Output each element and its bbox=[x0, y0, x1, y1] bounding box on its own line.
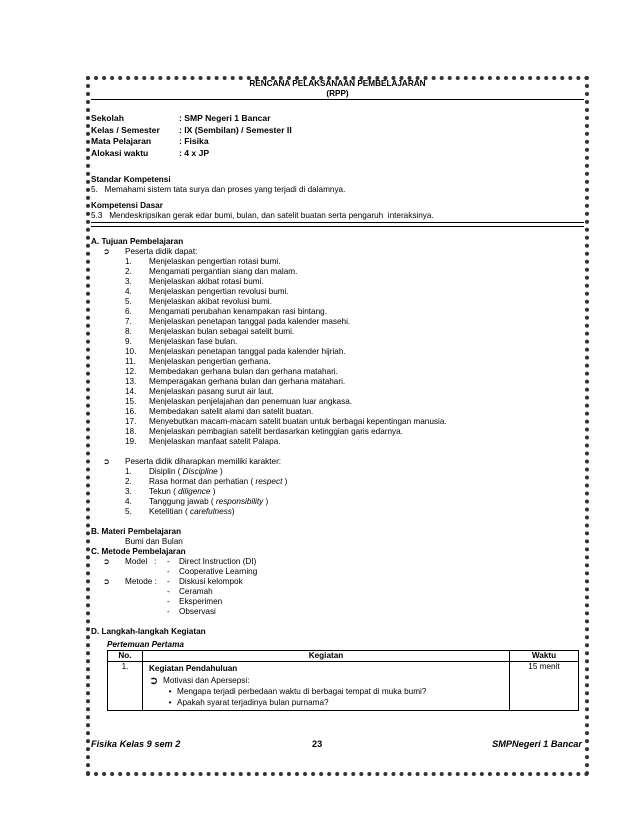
col-no-header: No. bbox=[108, 651, 143, 662]
karakter-label: Disiplin ( bbox=[149, 467, 183, 476]
list-text: Menjelaskan pembagian satelit berdasarkan ketinggian garis edarnya. bbox=[149, 427, 403, 436]
identity-value: : Fisika bbox=[179, 136, 209, 146]
metode-label bbox=[125, 607, 167, 617]
list-number: 15. bbox=[125, 397, 137, 406]
list-item bbox=[125, 467, 584, 477]
list-item bbox=[125, 357, 584, 367]
karakter-close: ) bbox=[282, 477, 288, 486]
list-text: Menjelaskan bulan sebagai satelit bumi. bbox=[149, 327, 295, 336]
bullet-dot-icon: • bbox=[168, 698, 172, 707]
list-item bbox=[125, 257, 584, 267]
metode-section bbox=[91, 547, 584, 617]
list-number: 4. bbox=[125, 497, 132, 506]
metode-label bbox=[125, 567, 167, 577]
tujuan-intro: Peserta didik dapat: bbox=[125, 247, 198, 256]
list-text: Mengamati pergantian siang dan malam. bbox=[149, 267, 298, 276]
metode-row bbox=[103, 587, 584, 597]
list-item bbox=[125, 277, 584, 287]
arrow-bullet-icon bbox=[103, 597, 125, 607]
row-title: Kegiatan Pendahuluan bbox=[149, 664, 238, 673]
dash-marker: - bbox=[167, 557, 170, 566]
karakter-list bbox=[91, 467, 584, 517]
list-item bbox=[125, 267, 584, 277]
materi-section bbox=[91, 527, 584, 547]
identity-key: Mata Pelajaran bbox=[91, 136, 152, 146]
karakter-term: Discipline bbox=[182, 467, 218, 476]
list-item bbox=[125, 397, 584, 407]
dash-marker: - bbox=[167, 597, 170, 606]
list-number: 7. bbox=[125, 317, 132, 326]
arrow-bullet-icon bbox=[103, 587, 125, 597]
metode-label: Metode : bbox=[125, 577, 157, 586]
list-number: 3. bbox=[125, 277, 132, 286]
list-text: Mengamati perubahan kenampakan rasi bintang. bbox=[149, 307, 327, 316]
karakter-term: carefulness bbox=[189, 507, 232, 516]
metode-item: Eksperimen bbox=[179, 597, 223, 606]
identity-key: Alokasi waktu bbox=[91, 147, 149, 158]
list-number: 18. bbox=[125, 427, 137, 436]
list-text: Menjelaskan pengertian gerhana. bbox=[149, 357, 271, 366]
karakter-term: respect bbox=[255, 477, 283, 486]
list-item bbox=[125, 367, 584, 377]
row-kegiatan bbox=[143, 662, 510, 711]
identity-value: : IX (Sembilan) / Semester II bbox=[179, 124, 292, 135]
standar-text: 5. Memahami sistem tata surya dan proses yang terjadi di dalamnya. bbox=[91, 185, 346, 194]
list-number: 16. bbox=[125, 407, 137, 416]
list-item bbox=[125, 417, 584, 427]
karakter-close: ) bbox=[210, 487, 216, 496]
list-number: 5. bbox=[125, 507, 132, 516]
dash-marker: - bbox=[167, 567, 170, 576]
list-item bbox=[125, 497, 584, 507]
section-divider bbox=[91, 222, 584, 227]
col-waktu-header: Waktu bbox=[510, 651, 579, 662]
row-waktu: 15 menit bbox=[510, 662, 579, 711]
table-row bbox=[108, 662, 579, 711]
list-text: Menjelaskan manfaat satelit Palapa. bbox=[149, 437, 281, 446]
metode-item: Direct Instruction (DI) bbox=[179, 557, 257, 566]
metode-row bbox=[103, 577, 584, 587]
tujuan-section bbox=[91, 237, 584, 517]
motivasi-text: Motivasi dan Apersepsi: bbox=[163, 676, 250, 685]
list-item bbox=[125, 347, 584, 357]
list-text: Menjelaskan fase bulan. bbox=[149, 337, 238, 346]
dash-marker: - bbox=[167, 587, 170, 596]
karakter-label: Tekun ( bbox=[149, 487, 179, 496]
karakter-intro-line bbox=[103, 457, 584, 467]
doc-subtitle: (RPP) bbox=[326, 89, 349, 98]
karakter-term: diligence bbox=[178, 487, 211, 496]
kompetensi-text: 5.3 Mendeskripsikan gerak edar bumi, bulan, dan satelit buatan serta pengaruh interaksinya. bbox=[91, 211, 434, 220]
karakter-term: responsibility bbox=[215, 497, 264, 506]
title-rule bbox=[91, 99, 584, 100]
list-number: 10. bbox=[125, 347, 137, 356]
list-text: Menjelaskan pengertian revolusi bumi. bbox=[149, 287, 289, 296]
list-number: 11. bbox=[125, 357, 136, 366]
list-text: Memperagakan gerhana bulan dan gerhana matahari. bbox=[149, 377, 346, 386]
list-text: Menjelaskan penetapan tanggal pada kalender hijriah. bbox=[149, 347, 346, 356]
list-item bbox=[125, 317, 584, 327]
document-body bbox=[91, 79, 584, 711]
karakter-intro: Peserta didik diharapkan memiliki karakter: bbox=[125, 457, 282, 466]
list-text: Menjelaskan akibat rotasi bumi. bbox=[149, 277, 264, 286]
list-number: 12. bbox=[125, 367, 137, 376]
tujuan-heading: A. Tujuan Pembelajaran bbox=[91, 237, 184, 246]
row-no: 1. bbox=[108, 662, 143, 711]
metode-row bbox=[103, 567, 584, 577]
footer-left: Fisika Kelas 9 sem 2 bbox=[91, 739, 181, 749]
list-number: 14. bbox=[125, 387, 137, 396]
tujuan-list bbox=[91, 257, 584, 447]
dash-marker: - bbox=[167, 577, 170, 586]
kompetensi-heading: Kompetensi Dasar bbox=[91, 201, 163, 210]
arrow-bullet-icon: ➲ bbox=[103, 247, 110, 256]
karakter-close: ) bbox=[217, 467, 223, 476]
metode-block bbox=[91, 557, 584, 617]
karakter-label: Ketelitian ( bbox=[149, 507, 190, 516]
list-text bbox=[149, 497, 268, 507]
identity-row bbox=[91, 148, 584, 160]
list-number: 1. bbox=[125, 257, 132, 266]
list-text: Menjelaskan penetapan tanggal pada kalender masehi. bbox=[149, 317, 351, 326]
kompetensi-section bbox=[91, 201, 584, 227]
arrow-bullet-icon: ➲ bbox=[103, 577, 110, 586]
list-text: Membedakan satelit alami dan satelit buatan. bbox=[149, 407, 314, 416]
col-kegiatan-header: Kegiatan bbox=[143, 651, 510, 662]
materi-text: Bumi dan Bulan bbox=[125, 537, 183, 546]
pertemuan-label: Pertemuan Pertama bbox=[107, 640, 184, 649]
metode-item: Observasi bbox=[179, 607, 216, 616]
question-list bbox=[149, 687, 506, 708]
list-text: Menjelaskan akibat revolusi bumi. bbox=[149, 297, 272, 306]
list-item bbox=[125, 327, 584, 337]
identity-row bbox=[91, 113, 584, 125]
question-text: Mengapa terjadi perbedaan waktu di berbagai tempat di muka bumi? bbox=[177, 687, 427, 696]
list-text bbox=[149, 467, 223, 477]
standar-section bbox=[91, 175, 584, 195]
list-item bbox=[163, 698, 506, 708]
identity-key: Sekolah bbox=[91, 113, 124, 123]
list-number: 2. bbox=[125, 477, 132, 486]
karakter-close: ) bbox=[263, 497, 269, 506]
langkah-section bbox=[91, 627, 584, 711]
materi-heading: B. Materi Pembelajaran bbox=[91, 527, 182, 536]
table-header-row bbox=[108, 651, 579, 662]
metode-row bbox=[103, 607, 584, 617]
standar-heading: Standar Kompetensi bbox=[91, 175, 171, 184]
metode-item: Cooperative Learning bbox=[179, 567, 258, 576]
list-item bbox=[125, 377, 584, 387]
motivasi-line bbox=[149, 676, 506, 686]
dash-marker: - bbox=[167, 607, 170, 616]
list-number: 13. bbox=[125, 377, 137, 386]
identity-key: Kelas / Semester bbox=[91, 124, 160, 135]
identity-table bbox=[91, 113, 584, 159]
list-number: 3. bbox=[125, 487, 132, 496]
list-number: 9. bbox=[125, 337, 132, 346]
list-text: Menjelaskan pengertian rotasi bumi. bbox=[149, 257, 281, 266]
list-number: 6. bbox=[125, 307, 132, 316]
list-item bbox=[125, 487, 584, 497]
metode-item: Ceramah bbox=[179, 587, 213, 596]
list-number: 4. bbox=[125, 287, 132, 296]
karakter-label: Tanggung jawab ( bbox=[149, 497, 216, 506]
bullet-dot-icon: • bbox=[168, 687, 172, 696]
list-item bbox=[125, 337, 584, 347]
list-text bbox=[149, 507, 235, 517]
list-number: 19. bbox=[125, 437, 137, 446]
doc-title: RENCANA PELAKSANAAN PEMBELAJARAN bbox=[249, 79, 426, 88]
metode-row bbox=[103, 597, 584, 607]
identity-value: : 4 x JP bbox=[179, 147, 210, 158]
list-item bbox=[125, 407, 584, 417]
list-item bbox=[163, 687, 506, 697]
metode-item: Diskusi kelompok bbox=[179, 577, 243, 586]
list-item bbox=[125, 477, 584, 487]
list-number: 17. bbox=[125, 417, 137, 426]
identity-value: : SMP Negeri 1 Bancar bbox=[179, 113, 271, 123]
arrow-bullet-icon bbox=[103, 607, 125, 617]
list-text bbox=[149, 477, 287, 487]
karakter-label: Rasa hormat dan perhatian ( bbox=[149, 477, 256, 486]
list-text: Menjelaskan penjelajahan dan penemuan luar angkasa. bbox=[149, 397, 353, 406]
metode-heading: C. Metode Pembelajaran bbox=[91, 547, 186, 556]
list-item bbox=[125, 387, 584, 397]
footer-page-number: 23 bbox=[312, 739, 323, 749]
list-item bbox=[125, 307, 584, 317]
arrow-bullet-icon: ➲ bbox=[149, 675, 159, 687]
list-item bbox=[125, 437, 584, 447]
karakter-close: ) bbox=[231, 507, 235, 516]
arrow-bullet-icon: ➲ bbox=[103, 557, 110, 566]
identity-row bbox=[91, 136, 584, 148]
list-number: 2. bbox=[125, 267, 132, 276]
arrow-bullet-icon bbox=[103, 567, 125, 577]
metode-label bbox=[125, 587, 167, 597]
list-item bbox=[125, 507, 584, 517]
identity-row bbox=[91, 125, 584, 137]
list-text: Membedakan gerhana bulan dan gerhana matahari. bbox=[149, 367, 338, 376]
list-text: Menjelaskan pasang surut air laut. bbox=[149, 387, 274, 396]
tujuan-intro-line bbox=[103, 247, 584, 257]
list-number: 1. bbox=[125, 467, 132, 476]
kegiatan-table bbox=[107, 650, 579, 711]
list-item bbox=[125, 287, 584, 297]
list-number: 8. bbox=[125, 327, 132, 336]
langkah-heading: D. Langkah-langkah Kegiatan bbox=[91, 627, 206, 636]
metode-row bbox=[103, 557, 584, 567]
footer-right: SMPNegeri 1 Bancar bbox=[492, 739, 582, 749]
list-text bbox=[149, 487, 215, 497]
list-item bbox=[125, 297, 584, 307]
metode-label: Model : bbox=[125, 557, 157, 566]
question-text: Apakah syarat terjadinya bulan purnama? bbox=[177, 698, 329, 707]
arrow-bullet-icon: ➲ bbox=[103, 457, 110, 466]
list-item bbox=[125, 427, 584, 437]
metode-label bbox=[125, 597, 167, 607]
list-number: 5. bbox=[125, 297, 132, 306]
list-text: Menyebutkan macam-macam satelit buatan untuk berbagai kepentingan manusia. bbox=[149, 417, 447, 426]
